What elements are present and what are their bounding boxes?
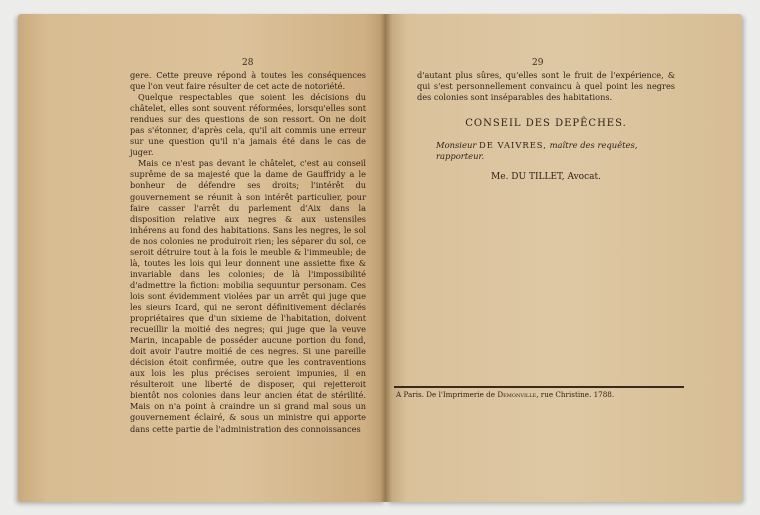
- book-spread: [18, 14, 742, 502]
- reporter-name: DE VAIVRES,: [479, 140, 547, 150]
- reporter-prefix: Monsieur: [436, 140, 477, 150]
- imprint-printer: Demonville: [497, 390, 537, 399]
- paragraph: gere. Cette preuve répond à toutes les conséquences que l'on veut faire résulter de cet acte de notoriété.: [130, 70, 366, 92]
- reporter-line: [436, 140, 674, 162]
- book-gutter: [380, 14, 392, 502]
- imprint-suffix: , rue Christine. 1788.: [536, 390, 615, 399]
- page-number-right: 29: [532, 58, 544, 68]
- left-page: [18, 14, 386, 502]
- imprint-line: [396, 390, 696, 399]
- divider-rule: [394, 386, 684, 388]
- paragraph: Quelque respectables que soient les décisions du châtelet, elles sont souvent réformées, lorsqu'elles sont rendues sur des questions de son ressort. On ne doit pas s'étonner, d'après cela, qu'il ait commis une erreur sur une question qu'il n'a jamais été dans le cas de juger.: [130, 92, 366, 158]
- imprint-prefix: A Paris. De l'Imprimerie de: [396, 390, 496, 399]
- left-page-text: [130, 70, 366, 435]
- page-number-left: 28: [242, 58, 254, 68]
- reporter-title: maître des requêtes, rapporteur.: [436, 140, 638, 161]
- right-page-text: [417, 70, 675, 103]
- advocate-line: Me. DU TILLET, Avocat.: [491, 172, 601, 182]
- paragraph: Mais ce n'est pas devant le châtelet, c'est au conseil suprême de sa majesté que la dame de Gauffridy a le bonheur de défendre ses droits; l'intérêt du gouvernement se réunit à son intérêt particulier, pour faire casser l'arrêt du parlement d'Aix dans la disposition relative aux negres & aux ustensiles inhérens au fond des habitations. Sans les negres, le sol de nos colonies ne produiroit rien; les séparer du sol, ce seroit détruire tout à la fois le meuble & l'immeuble; de là, toutes les lois qui leur donnent une assiette fixe & invariable dans les colonies; de là l'impossibilité d'admettre la fiction: mobilia sequuntur personam. Ces lois sont évidemment violées par un arrêt qui juge que les sieurs Icard, qui ne seront définitivement déclarés propriétaires que d'un sixieme de l'habitation, doivent recueillir la moitié des negres; qui juge que la veuve Marin, incapable de posséder aucune portion du fond, doit avoir l'autre moitié de ces negres. Si une pareille décision étoit confirmée, outre que les contraventions aux lois les plus précises seroient impunies, il en résulteroit une liberté de disposer, qui rejetteroit bientôt nos colonies dans leur ancien état de stérilité. Mais on n'a point à craindre un si grand mal sous un gouvernement éclairé, & sous un ministre qui apporte dans cette partie de l'administration des connoissances: [130, 158, 366, 434]
- paragraph: d'autant plus sûres, qu'elles sont le fruit de l'expérience, & qui s'est personnellement convaincu à quel point les negres des colonies sont inséparables des habitations.: [417, 70, 675, 103]
- section-heading: CONSEIL DES DEPÊCHES.: [465, 118, 627, 129]
- right-page: [386, 14, 742, 502]
